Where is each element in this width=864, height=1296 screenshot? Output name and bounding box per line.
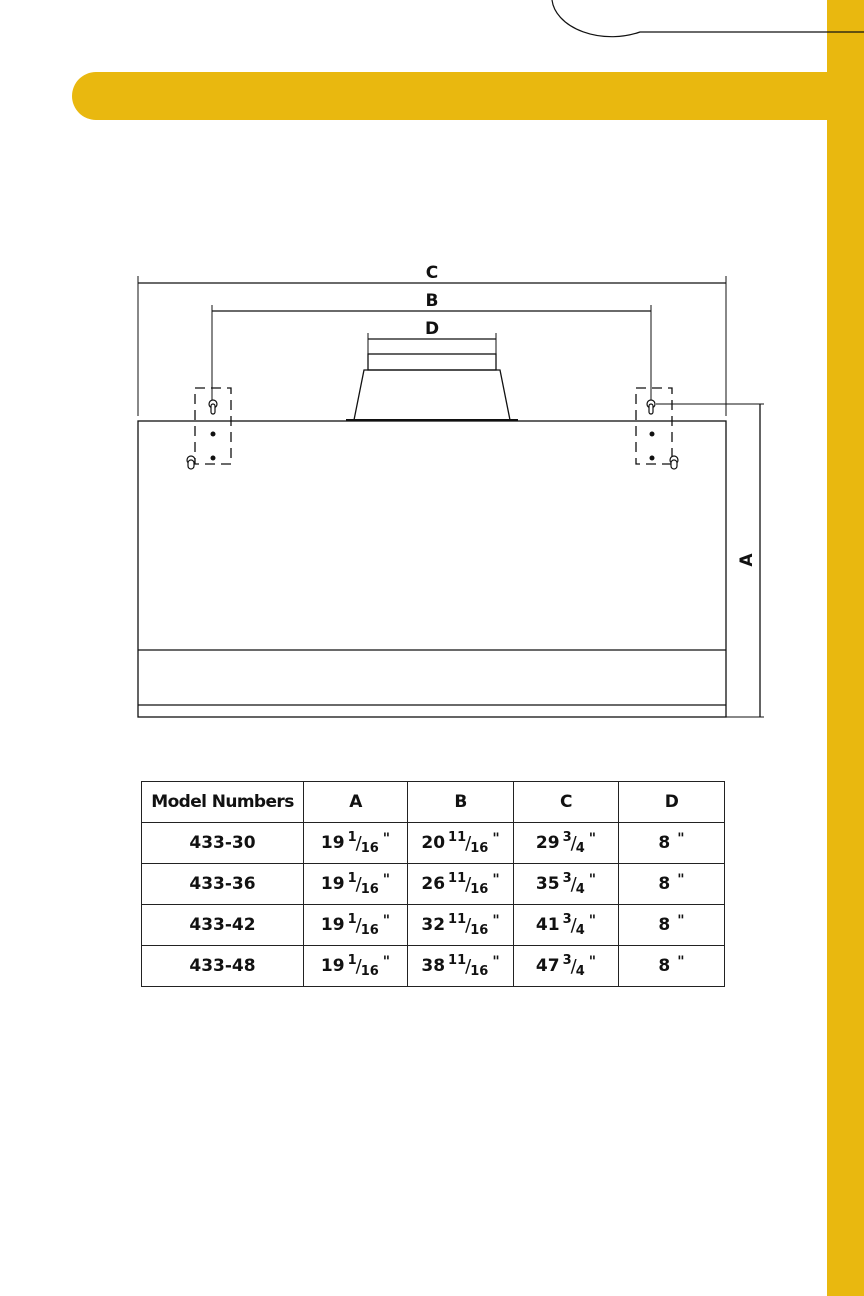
header-d: D [619, 782, 725, 823]
table-row [142, 905, 725, 946]
duct-transition [354, 370, 510, 420]
fraction-denominator: 16 [470, 881, 489, 897]
dimensions-table [141, 781, 725, 987]
duct-collar [368, 354, 496, 370]
dimension-b-cell [408, 823, 514, 864]
inch-mark: " [492, 954, 500, 970]
fraction-slash: / [570, 955, 577, 977]
fraction-denominator: 16 [470, 963, 489, 979]
fraction-numerator: 11 [448, 829, 467, 845]
inch-mark: " [677, 831, 685, 847]
dimension-d-cell [619, 946, 725, 987]
fraction-slash: / [465, 832, 472, 854]
label-b: B [425, 291, 439, 311]
header-model-numbers: Model Numbers [142, 782, 304, 823]
inch-mark: " [677, 913, 685, 929]
label-c: C [425, 263, 439, 283]
fraction-denominator: 4 [575, 881, 585, 897]
fraction-denominator: 16 [470, 840, 489, 856]
inch-mark: " [588, 954, 597, 970]
left-mounting-bracket [195, 388, 231, 464]
table-row [142, 946, 725, 987]
header-band [72, 72, 862, 120]
dimension-whole: 29 [535, 833, 560, 853]
dimension-a-cell [304, 864, 408, 905]
fraction-denominator: 16 [360, 963, 379, 979]
fraction-slash: / [465, 955, 472, 977]
fraction-numerator: 11 [448, 870, 467, 886]
fraction-denominator: 16 [360, 881, 379, 897]
inch-mark: " [492, 872, 500, 888]
model-number-cell: 433-42 [142, 905, 304, 946]
dimension-c-cell [514, 823, 619, 864]
model-number-cell: 433-36 [142, 864, 304, 905]
inch-mark: " [588, 872, 597, 888]
table-row [142, 823, 725, 864]
dimension-whole: 26 [421, 874, 446, 894]
dimension-whole: 35 [535, 874, 560, 894]
fraction-slash: / [570, 832, 577, 854]
dimension-d-cell [619, 905, 725, 946]
fraction-slash: / [355, 955, 362, 977]
dimension-whole: 8 [658, 915, 671, 935]
model-number-cell: 433-48 [142, 946, 304, 987]
fraction-numerator: 3 [562, 911, 572, 927]
dimension-c-cell [514, 946, 619, 987]
fraction-slash: / [355, 873, 362, 895]
inch-mark: " [492, 913, 500, 929]
fraction-denominator: 4 [575, 922, 585, 938]
fraction-denominator: 16 [360, 922, 379, 938]
fraction-denominator: 16 [360, 840, 379, 856]
dimension-whole: 38 [421, 956, 446, 976]
fraction-slash: / [570, 914, 577, 936]
dimension-whole: 19 [320, 874, 345, 894]
dimension-a-cell [304, 823, 408, 864]
dimension-whole: 8 [658, 833, 671, 853]
fraction-numerator: 1 [347, 911, 357, 927]
dimension-whole: 41 [535, 915, 560, 935]
dimension-whole: 19 [320, 915, 345, 935]
dimension-whole: 19 [320, 833, 345, 853]
dimension-b-cell [408, 864, 514, 905]
table-header-row [142, 782, 725, 823]
header-b: B [408, 782, 514, 823]
dimension-whole: 19 [320, 956, 345, 976]
dimension-whole: 47 [535, 956, 560, 976]
inch-mark: " [492, 831, 500, 847]
label-d: D [424, 319, 440, 339]
dimension-d-cell [619, 864, 725, 905]
dimension-whole: 8 [658, 874, 671, 894]
dimension-d-cell [619, 823, 725, 864]
hood-body [138, 421, 726, 717]
fraction-numerator: 11 [448, 952, 467, 968]
model-number-cell: 433-30 [142, 823, 304, 864]
hood-dimension-diagram [0, 250, 827, 730]
fraction-numerator: 3 [562, 952, 572, 968]
label-a: A [737, 553, 757, 567]
fraction-numerator: 1 [347, 829, 357, 845]
header-c: C [514, 782, 619, 823]
fraction-numerator: 1 [347, 952, 357, 968]
dimension-a-cell [304, 946, 408, 987]
side-accent-bar [827, 0, 864, 1296]
fraction-slash: / [465, 914, 472, 936]
fraction-denominator: 16 [470, 922, 489, 938]
fraction-numerator: 1 [347, 870, 357, 886]
fraction-numerator: 11 [448, 911, 467, 927]
dimension-c-cell [514, 905, 619, 946]
inch-mark: " [382, 913, 391, 929]
inch-mark: " [588, 913, 597, 929]
fraction-numerator: 3 [562, 829, 572, 845]
inch-mark: " [382, 831, 391, 847]
fraction-slash: / [355, 832, 362, 854]
fraction-slash: / [355, 914, 362, 936]
table-row [142, 864, 725, 905]
inch-mark: " [677, 954, 685, 970]
fraction-denominator: 4 [575, 840, 585, 856]
inch-mark: " [677, 872, 685, 888]
right-mounting-bracket [636, 388, 672, 464]
dimension-b-cell [408, 946, 514, 987]
fraction-denominator: 4 [575, 963, 585, 979]
dimension-c-cell [514, 864, 619, 905]
inch-mark: " [382, 872, 391, 888]
dimension-whole: 32 [421, 915, 446, 935]
inch-mark: " [382, 954, 391, 970]
dimension-a-cell [304, 905, 408, 946]
header-a: A [304, 782, 408, 823]
dimension-whole: 20 [421, 833, 446, 853]
dimension-whole: 8 [658, 956, 671, 976]
dimension-b-cell [408, 905, 514, 946]
inch-mark: " [588, 831, 597, 847]
fraction-slash: / [570, 873, 577, 895]
fraction-slash: / [465, 873, 472, 895]
fraction-numerator: 3 [562, 870, 572, 886]
